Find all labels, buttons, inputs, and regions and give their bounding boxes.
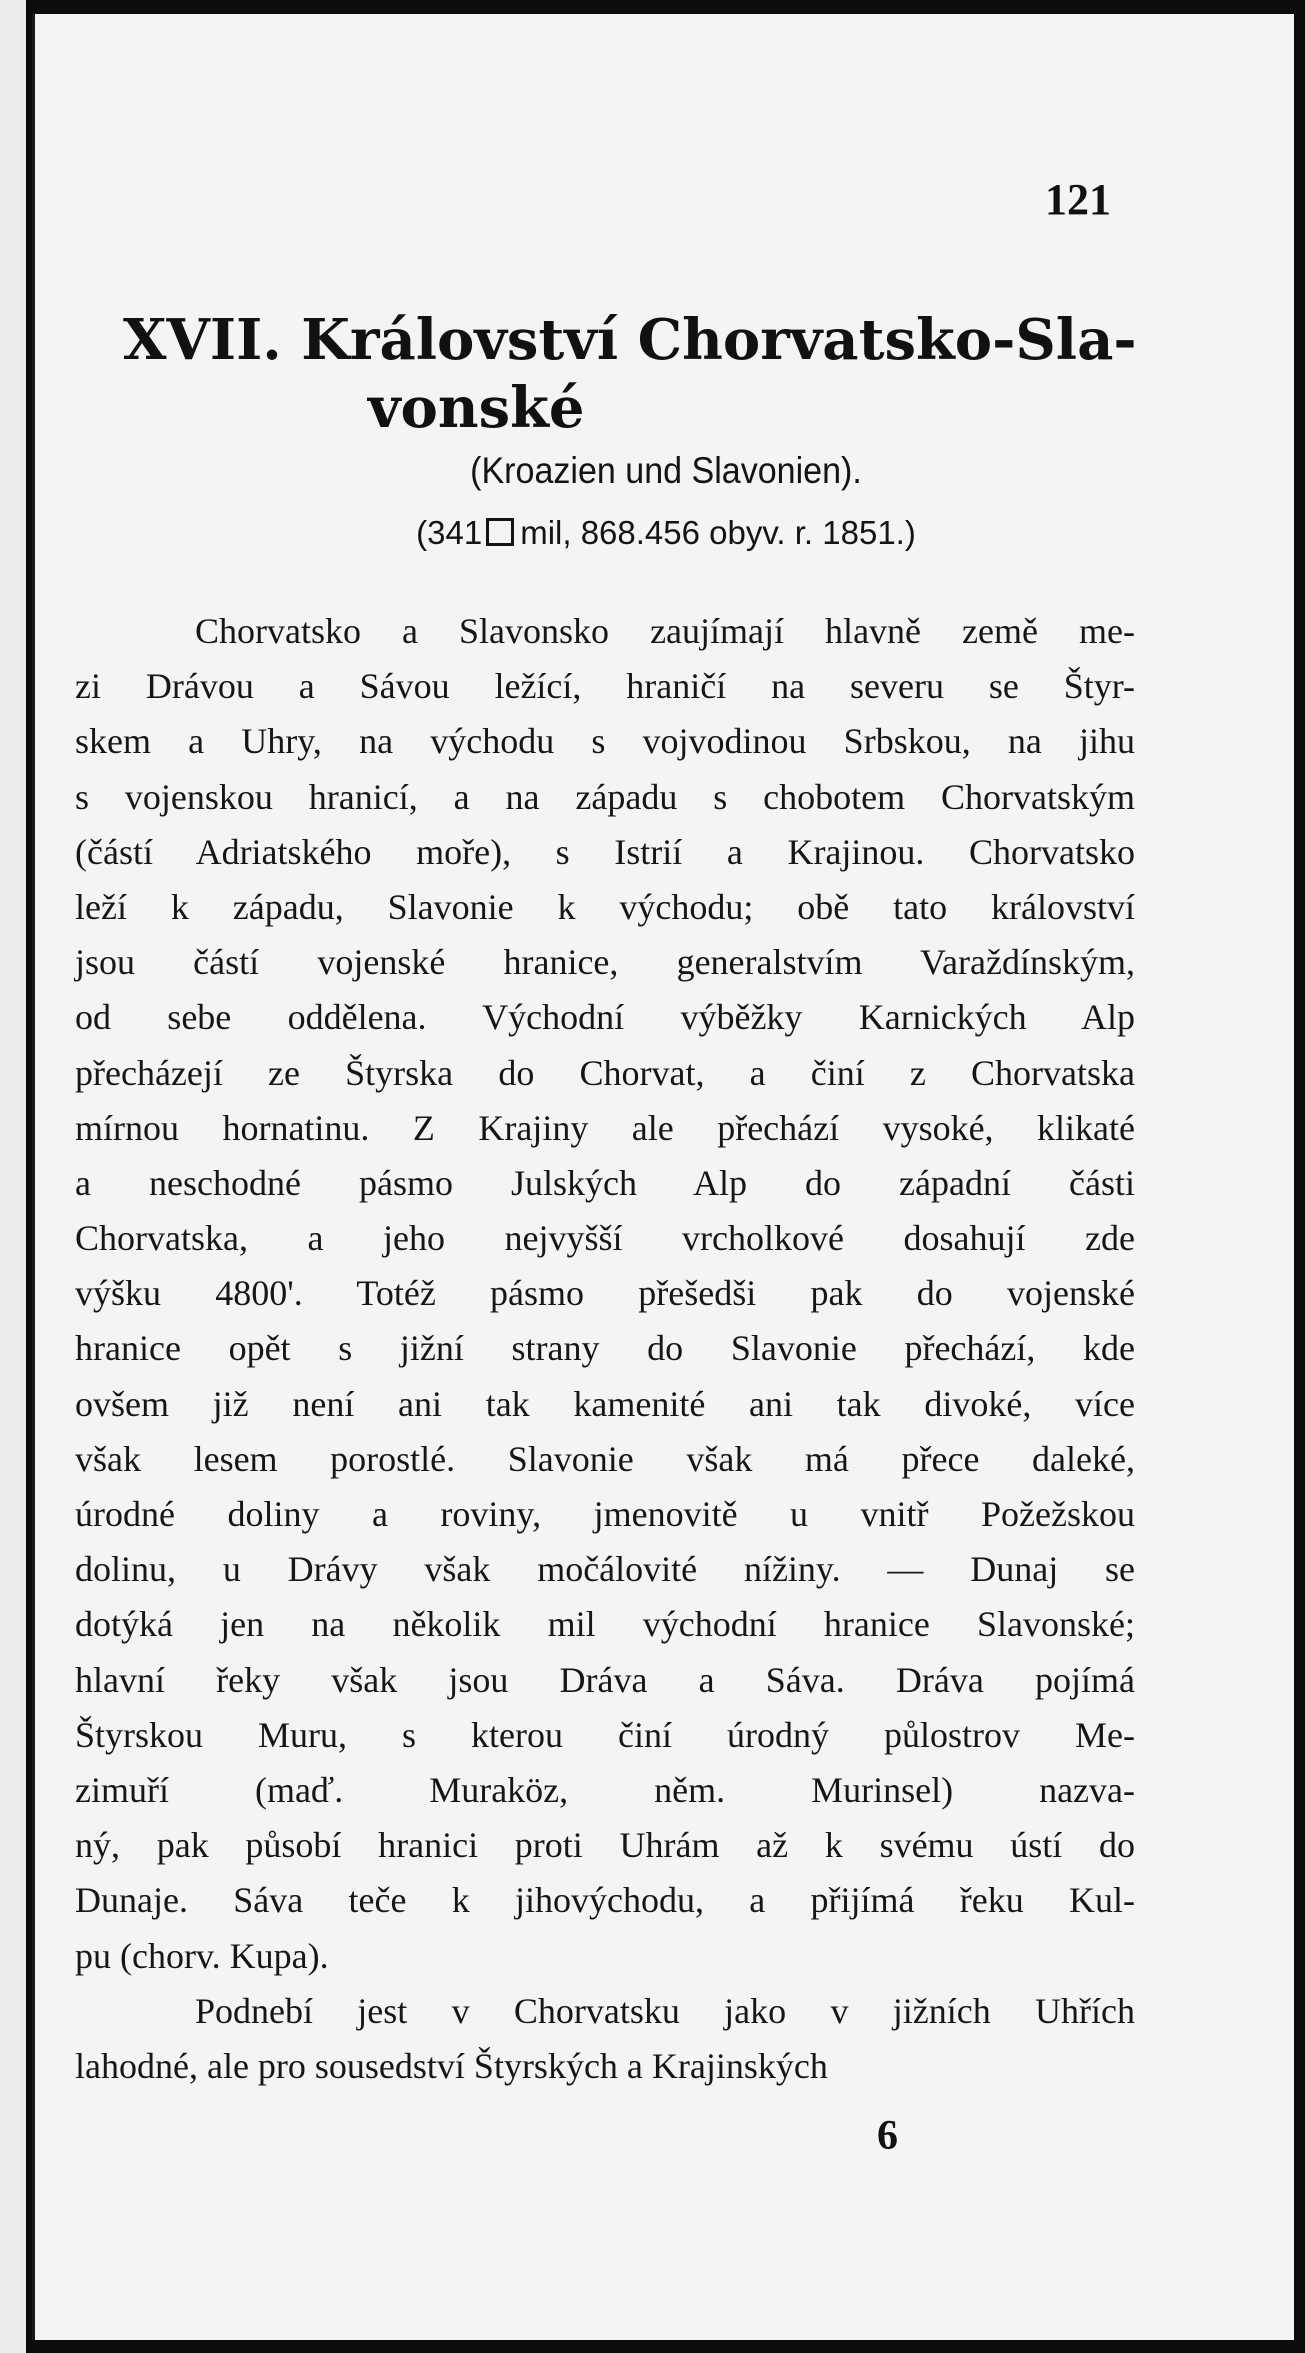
heading-line-1: XVII. Království Chorvatsko-Sla-: [123, 307, 1137, 373]
paragraph-1-line: výšku 4800'. Totéž pásmo přešedši pak do vojenské: [75, 1273, 1135, 1314]
paragraph-1-line: hlavní řeky však jsou Dráva a Sáva. Dráva pojímá: [75, 1659, 1135, 1700]
paragraph-1-line: pu (chorv. Kupa).: [75, 1935, 329, 1976]
paragraph-1-line: leží k západu, Slavonie k východu; obě tato království: [75, 886, 1135, 927]
paragraph-1-line: Chorvatska, a jeho nejvyšší vrcholkové dosahují zde: [75, 1218, 1135, 1259]
paragraph-1-line: mírnou hornatinu. Z Krajiny ale přechází vysoké, klikaté: [75, 1107, 1135, 1148]
paragraph-1-line: ný, pak působí hranici proti Uhrám až k svému ústí do: [75, 1825, 1135, 1866]
paragraph-1-line: zi Drávou a Sávou ležící, hraničí na severu se Štyr-: [75, 666, 1135, 707]
paragraph-1-line: a neschodné pásmo Julských Alp do západní části: [75, 1162, 1135, 1203]
paragraph-1-line: dotýká jen na několik mil východní hranice Slavonské;: [75, 1604, 1135, 1645]
paragraph-1-line: dolinu, u Drávy však močálovité nížiny. — Dunaj se: [75, 1549, 1135, 1590]
adjacent-page-edge: [0, 0, 30, 2353]
page-number: 121: [1045, 175, 1111, 224]
paragraph-1-line: hranice opět s jižní strany do Slavonie přechází, kde: [75, 1328, 1135, 1369]
square-mile-icon: [486, 518, 514, 546]
paragraph-1-line: Dunaje. Sáva teče k jihovýchodu, a přijímá řeku Kul-: [75, 1880, 1135, 1921]
paragraph-1-line: přecházejí ze Štyrska do Chorvat, a činí z Chorvatska: [75, 1052, 1135, 1093]
paragraph-1-line: skem a Uhry, na východu s vojvodinou Srbskou, na jihu: [75, 721, 1135, 762]
paragraph-2-line: lahodné, ale pro sousedství Štyrských a Krajinských: [75, 2045, 828, 2086]
paragraph-1-line: od sebe oddělena. Východní výběžky Karnických Alp: [75, 997, 1135, 1038]
chapter-subtitle: (Kroazien und Slavonien).: [470, 450, 862, 491]
signature-mark: 6: [877, 2113, 898, 2159]
heading-line-2: vonské: [368, 375, 585, 441]
book-page: [32, 14, 1294, 2340]
stats-rest: mil, 868.456 obyv. r. 1851.): [520, 514, 916, 551]
paragraph-1-line: Chorvatsko a Slavonsko zaujímají hlavně země me-: [195, 611, 1135, 651]
paragraph-1-line: ovšem již není ani tak kamenité ani tak divoké, více: [75, 1383, 1135, 1424]
paragraph-1-line: s vojenskou hranicí, a na západu s chobotem Chorvatským: [75, 776, 1135, 817]
area-population-line: [35, 514, 1297, 552]
paragraph-1-line: však lesem porostlé. Slavonie však má přece daleké,: [75, 1438, 1135, 1479]
stats-area: (341: [416, 514, 483, 551]
paragraph-1-line: jsou částí vojenské hranice, generalstvím Varaždínským,: [75, 942, 1135, 983]
paragraph-1-line: zimuří (maď. Muraköz, něm. Murinsel) nazva-: [75, 1769, 1135, 1810]
body-text: [75, 604, 1135, 2094]
paragraph-1-line: (částí Adriatského moře), s Istrií a Krajinou. Chorvatsko: [75, 831, 1135, 872]
paragraph-1-line: Štyrskou Muru, s kterou činí úrodný půlostrov Me-: [75, 1714, 1135, 1755]
paragraph-1-line: úrodné doliny a roviny, jmenovitě u vnitř Požežskou: [75, 1494, 1135, 1534]
paragraph-2-line: Podnebí jest v Chorvatsku jako v jižních Uhřích: [195, 1990, 1135, 2031]
chapter-heading: [123, 306, 1163, 442]
